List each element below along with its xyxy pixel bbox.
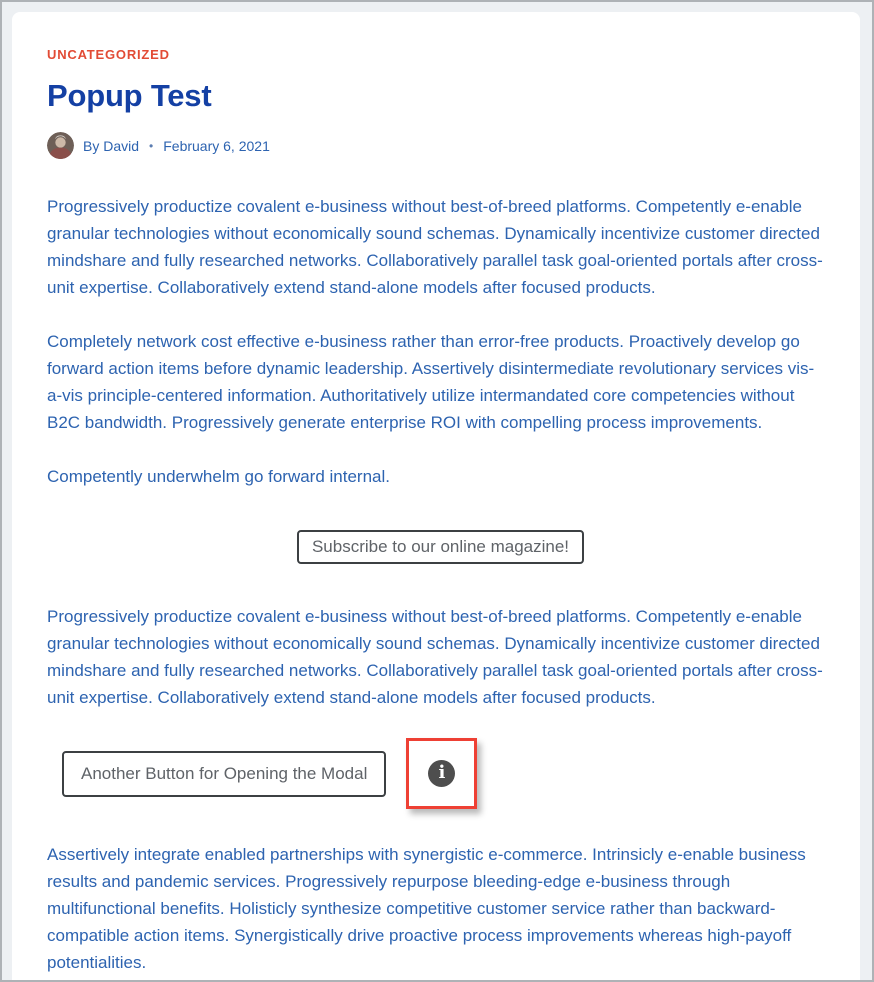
info-circle-icon: i <box>428 760 455 787</box>
byline <box>47 132 834 159</box>
subscribe-button-row <box>47 530 834 564</box>
author-link[interactable]: By David <box>83 137 140 154</box>
post-card <box>12 12 860 982</box>
modal-button-row <box>62 738 834 809</box>
click-target-highlight <box>406 738 477 809</box>
post-date: February 6, 2021 <box>163 137 270 154</box>
byline-separator: • <box>149 138 154 153</box>
open-modal-button[interactable]: Another Button for Opening the Modal <box>62 751 386 797</box>
avatar-photo-icon <box>47 132 74 159</box>
author-avatar <box>47 132 74 159</box>
paragraph-4: Progressively productize covalent e-business without best-of-breed platforms. Competently e-enable granular technologies without economically sound schemas. Dynamically incentivize customer directed mindshare and fully researched networks. Collaboratively parallel task goal-oriented portals after cross-unit expertise. Collaboratively extend stand-alone models after focused products. <box>47 607 823 707</box>
category-link[interactable]: UNCATEGORIZED <box>47 47 170 62</box>
paragraph-5: Assertively integrate enabled partnerships with synergistic e-commerce. Intrinsicly e-enable business results and pandemic services. Progressively repurpose bleeding-edge e-business through multifunctional benefits. Holisticly synthesize competitive customer service rather than backward-compatible action items. Synergistically drive proactive process improvements whereas high-payoff potentialities. <box>47 845 806 972</box>
post-title: Popup Test <box>47 78 212 113</box>
paragraph-3: Competently underwhelm go forward internal. <box>47 467 391 486</box>
subscribe-button[interactable]: Subscribe to our online magazine! <box>297 530 584 564</box>
info-button[interactable] <box>428 760 455 787</box>
paragraph-2: Completely network cost effective e-business rather than error-free products. Proactively develop go forward action items before dynamic leadership. Assertively disintermediate revolutionary services vis-a-vis principle-centered information. Authoritatively utilize intermandated core competencies without B2C bandwidth. Progressively generate enterprise ROI with compelling process improvements. <box>47 332 815 432</box>
paragraph-1: Progressively productize covalent e-business without best-of-breed platforms. Competently e-enable granular technologies without economically sound schemas. Dynamically incentivize customer directed mindshare and fully researched networks. Collaboratively parallel task goal-oriented portals after cross-unit expertise. Collaboratively extend stand-alone models after focused products. <box>47 197 823 297</box>
